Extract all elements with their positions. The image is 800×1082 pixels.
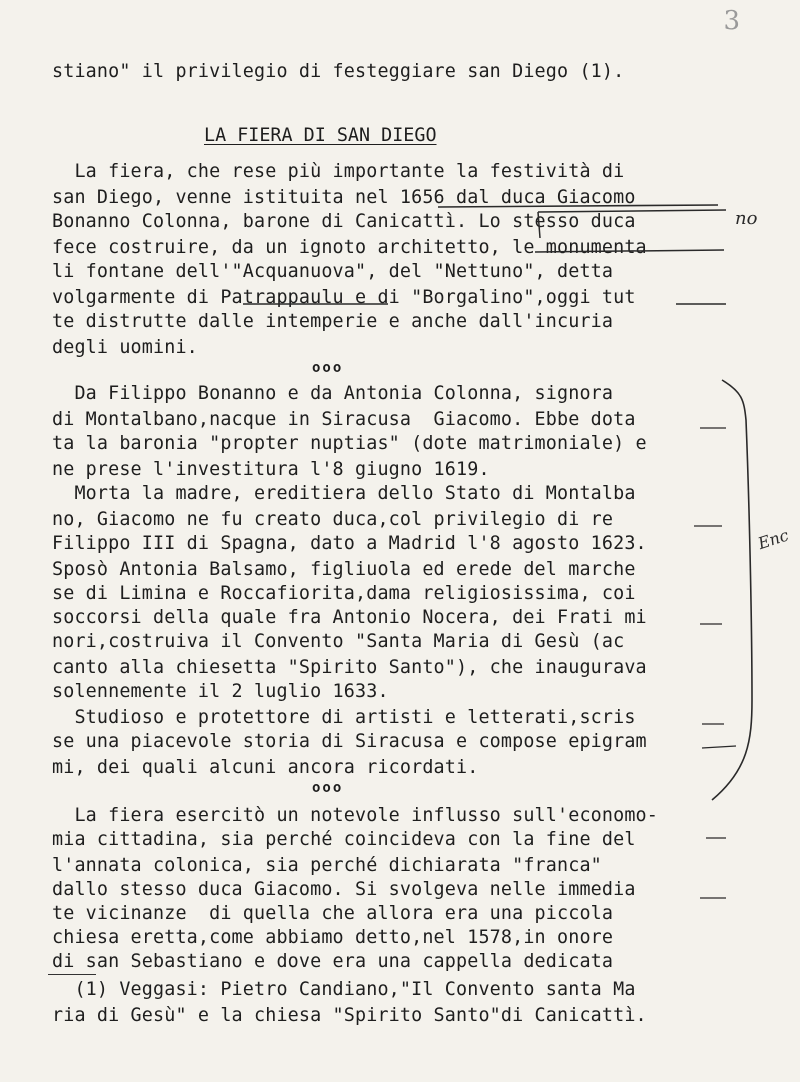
pen-underline — [694, 428, 736, 898]
text-line: Sposò Antonia Balsamo, figliuola ed erede del marche — [52, 559, 636, 580]
footnote-line: ria di Gesù" e la chiesa "Spirito Santo"di Canicattì. — [52, 1005, 647, 1026]
top-line: stiano" il privilegio di festeggiare san Diego (1). — [52, 61, 625, 82]
text-line: l'annata colonica, sia perché dichiarata "franca" — [52, 855, 602, 876]
text-line: te distrutte dalle intemperie e anche dall'incuria — [52, 311, 614, 332]
text-line: mia cittadina, sia perché coincideva con la fine del — [52, 829, 636, 850]
text-line: soccorsi della quale fra Antonio Nocera, dei Frati mi — [52, 607, 647, 628]
text-line: di Montalbano,nacque in Siracusa Giacomo. Ebbe dota — [52, 409, 636, 430]
text-line: La fiera, che rese più importante la festività di — [52, 161, 625, 182]
text-line: Studioso e protettore di artisti e letterati,scris — [52, 707, 636, 728]
pen-underline — [438, 205, 718, 207]
text-line: nori,costruiva il Convento "Santa Maria di Gesù (ac — [52, 631, 625, 652]
text-line: ta la baronia "propter nuptias" (dote matrimoniale) e — [52, 433, 647, 454]
text-line: canto alla chiesetta "Spirito Santo"), che inaugurava — [52, 657, 647, 678]
pen-bracket — [538, 210, 726, 238]
pen-underline — [535, 250, 724, 252]
margin-note: no — [735, 208, 758, 229]
text-line: se una piacevole storia di Siracusa e compose epigram — [52, 731, 647, 752]
text-line: dallo stesso duca Giacomo. Si svolgeva nelle immedia — [52, 879, 636, 900]
text-line: fece costruire, da un ignoto architetto, le monumenta — [52, 237, 647, 258]
text-line: Morta la madre, ereditiera dello Stato di Montalba — [52, 483, 636, 504]
text-line: chiesa eretta,come abbiamo detto,nel 1578,in onore — [52, 927, 614, 948]
text-line: di san Sebastiano e dove era una cappella dedicata — [52, 951, 614, 972]
text-line: li fontane dell'"Acquanuova", del "Nettuno", detta — [52, 261, 614, 282]
separator: ooo — [312, 780, 344, 796]
page-corner-mark: 3 — [723, 6, 740, 36]
footnote-line: (1) Veggasi: Pietro Candiano,"Il Convento santa Ma — [52, 979, 636, 1000]
text-line: no, Giacomo ne fu creato duca,col privilegio di re — [52, 509, 614, 530]
text-line: volgarmente di Patrappaulu e di "Borgalino",oggi tut — [52, 287, 636, 308]
separator: ooo — [312, 360, 344, 376]
text-line: se di Limina e Roccafiorita,dama religiosissima, coi — [52, 583, 636, 604]
text-line: te vicinanze di quella che allora era una piccola — [52, 903, 614, 924]
text-line: ne prese l'investitura l'8 giugno 1619. — [52, 459, 490, 480]
text-line: degli uomini. — [52, 337, 198, 358]
section-heading: LA FIERA DI SAN DIEGO — [204, 125, 437, 146]
pen-margin-bracket — [712, 380, 752, 800]
margin-note: Enc — [755, 525, 791, 554]
text-line: Da Filippo Bonanno e da Antonia Colonna, signora — [52, 383, 614, 404]
text-line: Bonanno Colonna, barone di Canicattì. Lo stesso duca — [52, 211, 636, 232]
text-line: solennemente il 2 luglio 1633. — [52, 681, 389, 702]
text-line: san Diego, venne istituita nel 1656 dal duca Giacomo — [52, 187, 636, 208]
text-line: Filippo III di Spagna, dato a Madrid l'8 agosto 1623. — [52, 533, 647, 554]
text-line: La fiera esercitò un notevole influsso sull'economo- — [52, 805, 658, 826]
text-line: mi, dei quali alcuni ancora ricordati. — [52, 757, 479, 778]
